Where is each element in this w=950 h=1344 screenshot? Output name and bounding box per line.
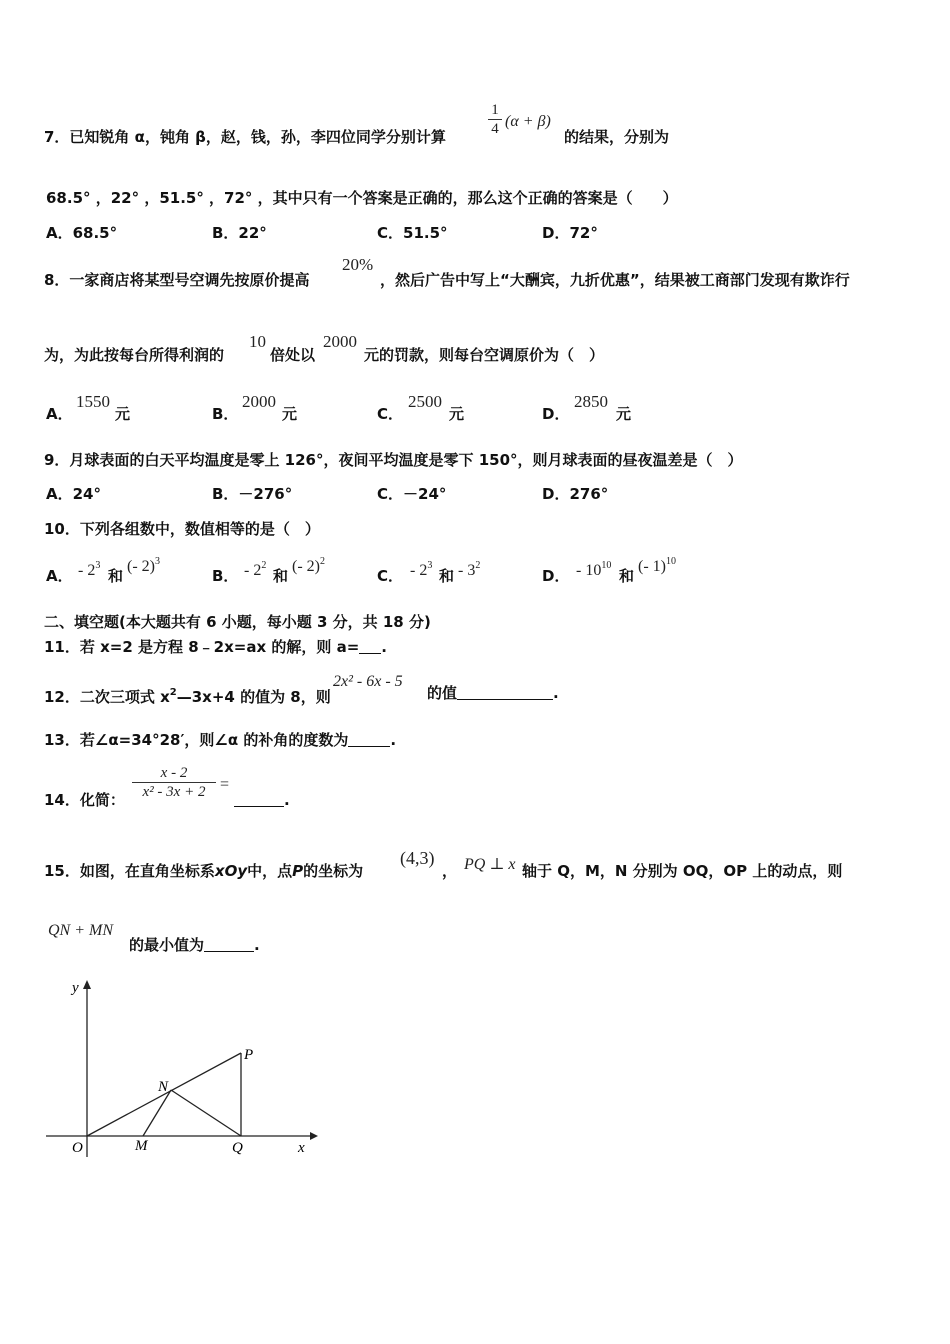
q8-fine: 2000 [323, 332, 357, 351]
q10-option-a-expr1 [78, 560, 100, 580]
q14-pre: 14．化简： [44, 791, 125, 809]
label-m: M [135, 1138, 148, 1154]
q10-option-c-expr2 [458, 560, 480, 580]
q15-blank [204, 937, 254, 952]
q8-option-a-value: 1550 [76, 392, 110, 411]
q10-d2-exp: 10 [665, 556, 676, 567]
q12-stem [44, 683, 331, 707]
q10-option-b-expr2 [292, 556, 325, 576]
q10-option-c-label: C． [377, 567, 404, 585]
q11-line [44, 637, 387, 657]
q10-a2: (- 2) [127, 558, 155, 575]
q15-comma: ， [442, 862, 458, 880]
q9-option-b: B．－276° [212, 485, 293, 503]
q10-a2-exp: 3 [154, 556, 160, 567]
q12-expr: 2x² - 6x - 5 [333, 673, 403, 690]
q15-end: . [254, 936, 260, 954]
q15-post: 轴于 Q，M，N 分别为 OQ，OP 上的动点，则 [522, 862, 843, 880]
q14-frac-den: x² - 3x + 2 [142, 784, 206, 800]
q10-b2-exp: 2 [319, 556, 325, 567]
section-2-title: 二、填空题(本大题共有 6 小题，每小题 3 分，共 18 分) [44, 613, 431, 631]
q10-option-d-label: D． [542, 567, 570, 585]
q11-stem: 11．若 x=2 是方程 8﹣2x=ax 的解，则 a= [44, 638, 360, 656]
q13-line [44, 730, 396, 750]
q15-expr: QN + MN [48, 922, 114, 939]
q10-a1: - 2 [78, 562, 96, 579]
q7-pre: 7．已知锐角 α，钝角 β，赵，钱，孙，李四位同学分别计算 [44, 128, 446, 146]
y-axis-arrow [83, 980, 91, 989]
q10-b2: (- 2) [292, 558, 320, 575]
q13-stem: 13．若∠α=34°28′，则∠α 的补角的度数为 [44, 731, 349, 749]
coordinate-figure [40, 975, 330, 1165]
q12-post: 的值 [427, 684, 458, 702]
q7-option-b: B．22° [212, 224, 267, 242]
q9-option-a: A．24° [46, 485, 101, 503]
label-p: P [244, 1047, 254, 1063]
q10-option-a-label: A． [46, 567, 73, 585]
q12-mid: —3x+4 的值为 8，则 [176, 688, 331, 706]
q14-equals: = [220, 776, 230, 793]
q8-line2a: 为，为此按每台所得利润的 [44, 346, 225, 364]
q8-line2b: 倍处以 [270, 346, 316, 364]
q10-c1: - 2 [410, 562, 428, 579]
q7-stem [44, 127, 446, 147]
q8-option-c-label: C． [377, 405, 404, 423]
q8-pre: 8．一家商店将某型号空调先按原价提高 [44, 271, 310, 289]
q8-option-c-unit: 元 [449, 405, 465, 423]
q13-end: . [390, 731, 397, 749]
q15-mid2: 的坐标为 [303, 862, 364, 880]
q15-pre: 15．如图，在直角坐标系 [44, 862, 215, 880]
q10-option-b-and: 和 [273, 567, 289, 585]
q8-option-b-value: 2000 [242, 392, 276, 411]
q11-blank [359, 639, 381, 654]
label-x: x [298, 1140, 305, 1156]
q7-frac-num: 1 [491, 102, 499, 118]
q7-fraction [488, 101, 502, 138]
segment-nq [171, 1090, 241, 1136]
q8-option-d-unit: 元 [616, 405, 632, 423]
q9-stem: 9．月球表面的白天平均温度是零上 126°，夜间平均温度是零下 150°，则月球表面的昼夜温差是（ ） [44, 451, 743, 469]
q15-point-p: P [292, 862, 304, 880]
q15-xoy: xOy [214, 862, 248, 880]
q8-post: ，然后广告中写上“大酬宾，九折优惠”，结果被工商部门发现有欺诈行 [380, 271, 850, 289]
q7-frac-den: 4 [491, 121, 499, 137]
q15-perp: PQ ⊥ x [464, 856, 516, 873]
q10-a1-exp: 3 [95, 560, 101, 571]
q8-option-a-label: A． [46, 405, 73, 423]
q10-b1: - 2 [244, 562, 262, 579]
q14-frac-num: x - 2 [160, 765, 188, 781]
q12-pre: 12．二次三项式 x [44, 688, 170, 706]
label-n: N [158, 1079, 169, 1095]
q7-option-d: D．72° [542, 224, 598, 242]
q12-end: . [553, 684, 559, 702]
q10-option-d-expr2 [638, 556, 676, 576]
q14-end: . [284, 791, 290, 809]
q10-b1-exp: 2 [261, 560, 267, 571]
q11-end: . [381, 638, 387, 656]
q15-coord: (4,3) [400, 848, 435, 868]
q10-option-d-expr1 [576, 560, 611, 580]
q10-option-d-and: 和 [619, 567, 635, 585]
q8-percent: 20% [342, 255, 374, 274]
q9-option-c: C．－24° [377, 485, 447, 503]
q10-d1-exp: 10 [601, 560, 612, 571]
q9-option-d: D．276° [542, 485, 609, 503]
q10-option-a-expr2 [127, 556, 160, 576]
q15-stem [44, 861, 363, 881]
q10-d1: - 10 [576, 562, 602, 579]
q14-blank [234, 792, 284, 807]
q14-tail [234, 790, 290, 810]
q10-c1-exp: 3 [427, 560, 433, 571]
label-y: y [72, 980, 79, 996]
q15-mid1: 中，点 [247, 862, 293, 880]
q7-post: 的结果，分别为 [564, 128, 670, 146]
q7-expr: (α + β) [505, 113, 551, 130]
q8-option-a-unit: 元 [115, 405, 131, 423]
q12-blank [457, 685, 553, 700]
q12-square: 2 [169, 687, 177, 698]
q10-c2-exp: 2 [475, 560, 481, 571]
q10-c2: - 3 [458, 562, 476, 579]
x-axis-arrow [310, 1132, 318, 1140]
q7-option-c: C．51.5° [377, 224, 448, 242]
q13-blank [348, 732, 390, 747]
segment-mn [143, 1090, 171, 1136]
q8-option-b-label: B． [212, 405, 239, 423]
q8-ten: 10 [249, 332, 266, 351]
q15-tail-text: 的最小值为 [129, 936, 205, 954]
q10-option-b-expr1 [244, 560, 266, 580]
q7-line2: 68.5° ，22° ，51.5° ，72° ，其中只有一个答案是正确的，那么这个正确的答案是（ ） [46, 189, 678, 207]
q8-option-d-label: D． [542, 405, 570, 423]
q8-line2c: 元的罚款，则每台空调原价为（ ） [364, 346, 605, 364]
q15-tail [129, 935, 260, 955]
label-q: Q [232, 1140, 243, 1156]
q8-option-b-unit: 元 [282, 405, 298, 423]
label-o: O [72, 1140, 83, 1156]
q8-option-d-value: 2850 [574, 392, 608, 411]
q8-option-c-value: 2500 [408, 392, 442, 411]
q10-stem: 10．下列各组数中，数值相等的是（ ） [44, 520, 320, 538]
q10-d2: (- 1) [638, 558, 666, 575]
q10-option-b-label: B． [212, 567, 239, 585]
q10-option-c-expr1 [410, 560, 432, 580]
q7-option-a: A．68.5° [46, 224, 118, 242]
q14-fraction [132, 764, 216, 801]
q10-option-a-and: 和 [108, 567, 124, 585]
q10-option-c-and: 和 [439, 567, 455, 585]
q12-tail [427, 683, 559, 703]
